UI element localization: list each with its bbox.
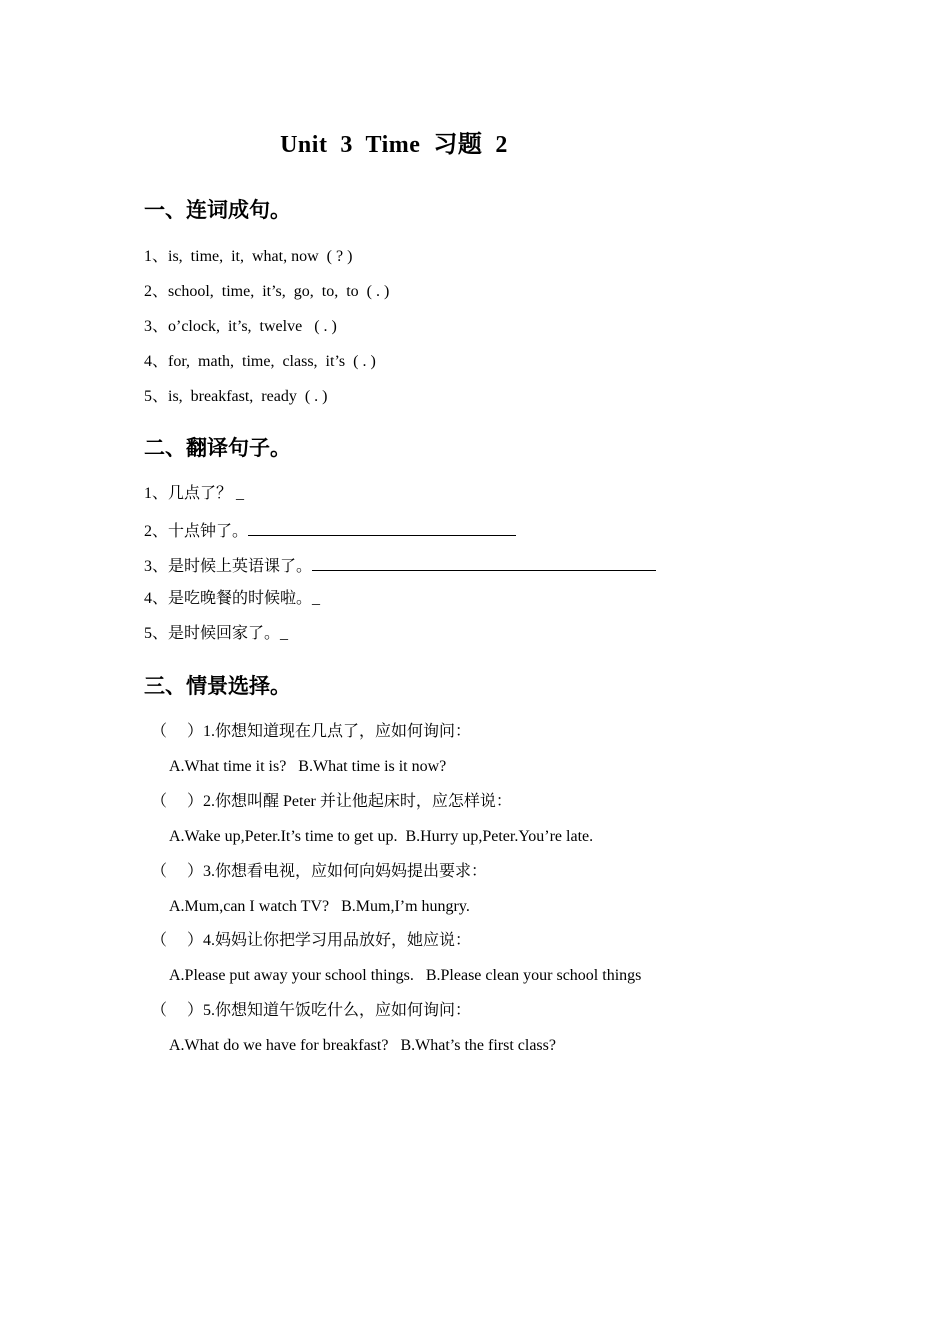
- choice-question: （ ）1.你想知道现在几点了，应如何询问：: [151, 723, 472, 740]
- list-item: 3、o’clock, it’s, twelve ( . ): [144, 318, 337, 335]
- list-item-text: 2、十点钟了。: [144, 523, 249, 540]
- list-item: 4、是吃晚餐的时候啦。_: [144, 590, 321, 607]
- choice-options: A.Please put away your school things. B.Please clean your school things: [169, 967, 642, 984]
- page-title: Unit 3 Time 习题 2: [280, 132, 508, 158]
- choice-options: A.What do we have for breakfast? B.What’s the first class?: [169, 1037, 556, 1054]
- list-item: 1、is, time, it, what, now ( ? ): [144, 248, 353, 265]
- choice-options: A.What time it is? B.What time is it now?: [169, 758, 447, 775]
- list-item: 2、school, time, it’s, go, to, to ( . ): [144, 283, 390, 300]
- choice-question: （ ）4.妈妈让你把学习用品放好，她应说：: [151, 932, 472, 949]
- answer-blank[interactable]: [248, 519, 516, 536]
- section-heading-1: 一、连词成句。: [144, 198, 291, 222]
- section-heading-2: 二、翻译句子。: [144, 436, 291, 460]
- choice-question: （ ）2.你想叫醒 Peter 并让他起床时，应怎样说：: [151, 793, 512, 810]
- list-item: 4、for, math, time, class, it’s ( . ): [144, 353, 376, 370]
- choice-options: A.Mum,can I watch TV? B.Mum,I’m hungry.: [169, 898, 470, 915]
- answer-blank[interactable]: [312, 554, 656, 571]
- choice-question: （ ）5.你想知道午饭吃什么，应如何询问：: [151, 1002, 472, 1019]
- choice-question: （ ）3.你想看电视，应如何向妈妈提出要求：: [151, 863, 488, 880]
- list-item: [144, 519, 516, 542]
- list-item-text: 3、是时候上英语课了。: [144, 558, 313, 575]
- list-item: [144, 554, 656, 577]
- list-item: 1、几点了？ _: [144, 485, 245, 502]
- list-item: 5、是时候回家了。_: [144, 625, 289, 642]
- list-item: 5、is, breakfast, ready ( . ): [144, 388, 328, 405]
- choice-options: A.Wake up,Peter.It’s time to get up. B.Hurry up,Peter.You’re late.: [169, 828, 594, 845]
- section-heading-3: 三、情景选择。: [144, 674, 291, 698]
